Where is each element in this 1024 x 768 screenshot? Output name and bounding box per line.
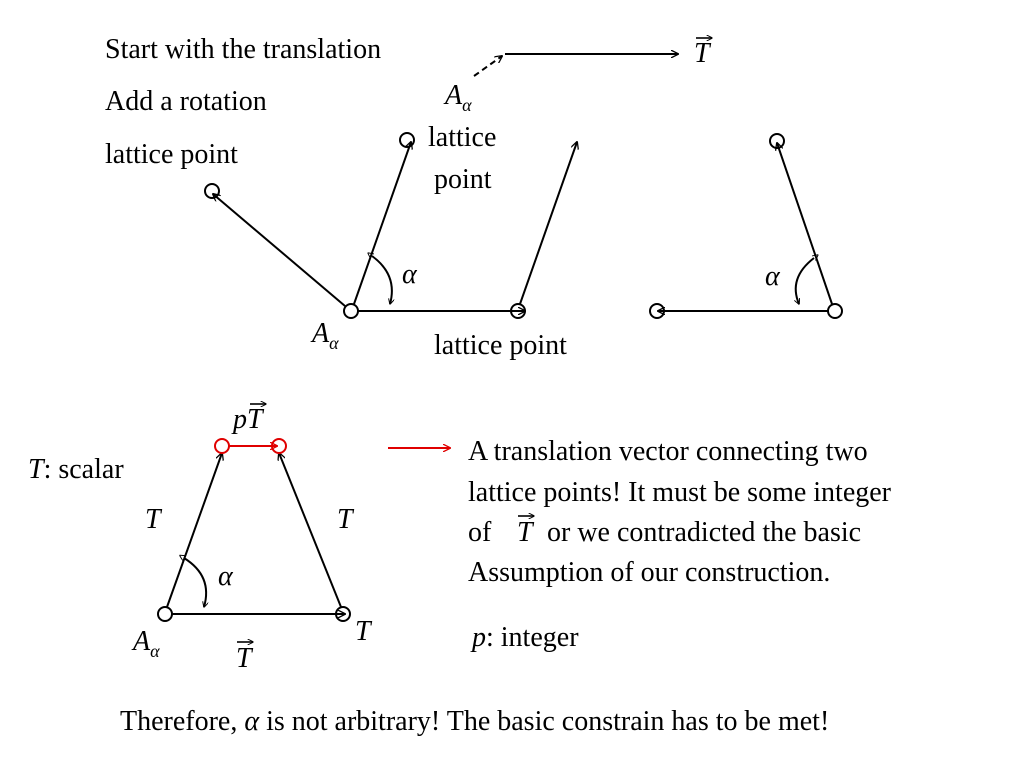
rotated-lattice-point bbox=[400, 133, 414, 147]
explanation-line2: lattice points! It must be some integer bbox=[468, 477, 892, 508]
lattice-point-top-line2: point bbox=[434, 164, 492, 195]
p-integer-label: p: integer bbox=[472, 622, 579, 653]
step-lattice-point: lattice point bbox=[105, 139, 238, 170]
explanation-vector-T: T bbox=[517, 517, 533, 548]
right-origin-lattice-point bbox=[828, 304, 842, 318]
trap-vector-T-label: T bbox=[236, 643, 252, 674]
reverse-rotated-arrow bbox=[777, 143, 832, 304]
explanation-line1: A translation vector connecting two bbox=[468, 436, 868, 467]
counter-rotated-arrow bbox=[213, 194, 345, 306]
trap-A-alpha-label: $A_\alpha$ bbox=[133, 626, 160, 661]
rotation-figure-left bbox=[205, 122, 577, 361]
step-start-translation: Start with the translation bbox=[105, 34, 382, 65]
A-alpha-label-top: $A_\alpha$ bbox=[445, 80, 472, 115]
explanation-text bbox=[468, 436, 892, 653]
angle-arc-left bbox=[372, 256, 392, 304]
dashed-connector-arrow bbox=[474, 56, 502, 76]
trap-corner-T-label: T bbox=[355, 616, 371, 647]
A-alpha-label-left: $A_\alpha$ bbox=[312, 318, 339, 353]
lattice-point-bottom-label: lattice point bbox=[434, 330, 567, 361]
explanation-line4: Assumption of our construction. bbox=[468, 557, 831, 588]
translation-vector-top bbox=[474, 38, 712, 76]
alpha-label-right: α bbox=[765, 261, 780, 292]
trap-origin-point bbox=[158, 607, 172, 621]
trap-angle-arc bbox=[184, 558, 206, 607]
vector-T-label: T bbox=[694, 38, 710, 69]
counter-rotated-lattice-point bbox=[205, 184, 219, 198]
pT-label: pT bbox=[233, 404, 263, 435]
trap-left-T-label: T bbox=[145, 504, 161, 535]
trap-top-left-point bbox=[215, 439, 229, 453]
origin-lattice-point bbox=[344, 304, 358, 318]
conclusion-line: Therefore, α is not arbitrary! The basic constrain has to be met! bbox=[120, 706, 830, 737]
trapezoid-figure bbox=[28, 404, 373, 674]
trap-right-side-arrow bbox=[279, 453, 341, 607]
trap-left-side-arrow bbox=[167, 453, 222, 607]
lattice-point-top-line1: lattice bbox=[428, 122, 497, 153]
translated-rotated-arrow bbox=[520, 142, 577, 304]
trap-alpha-label: α bbox=[218, 561, 233, 592]
step-add-rotation: Add a rotation bbox=[105, 86, 267, 117]
rotation-figure-right bbox=[650, 134, 842, 318]
explanation-line3a: of bbox=[468, 517, 492, 548]
explanation-line3b: or we contradicted the basic bbox=[547, 517, 862, 548]
alpha-label-left: α bbox=[402, 259, 417, 290]
scalar-label: T: scalar bbox=[28, 454, 124, 485]
angle-arc-right bbox=[796, 258, 814, 304]
trap-right-T-label: T bbox=[337, 504, 353, 535]
